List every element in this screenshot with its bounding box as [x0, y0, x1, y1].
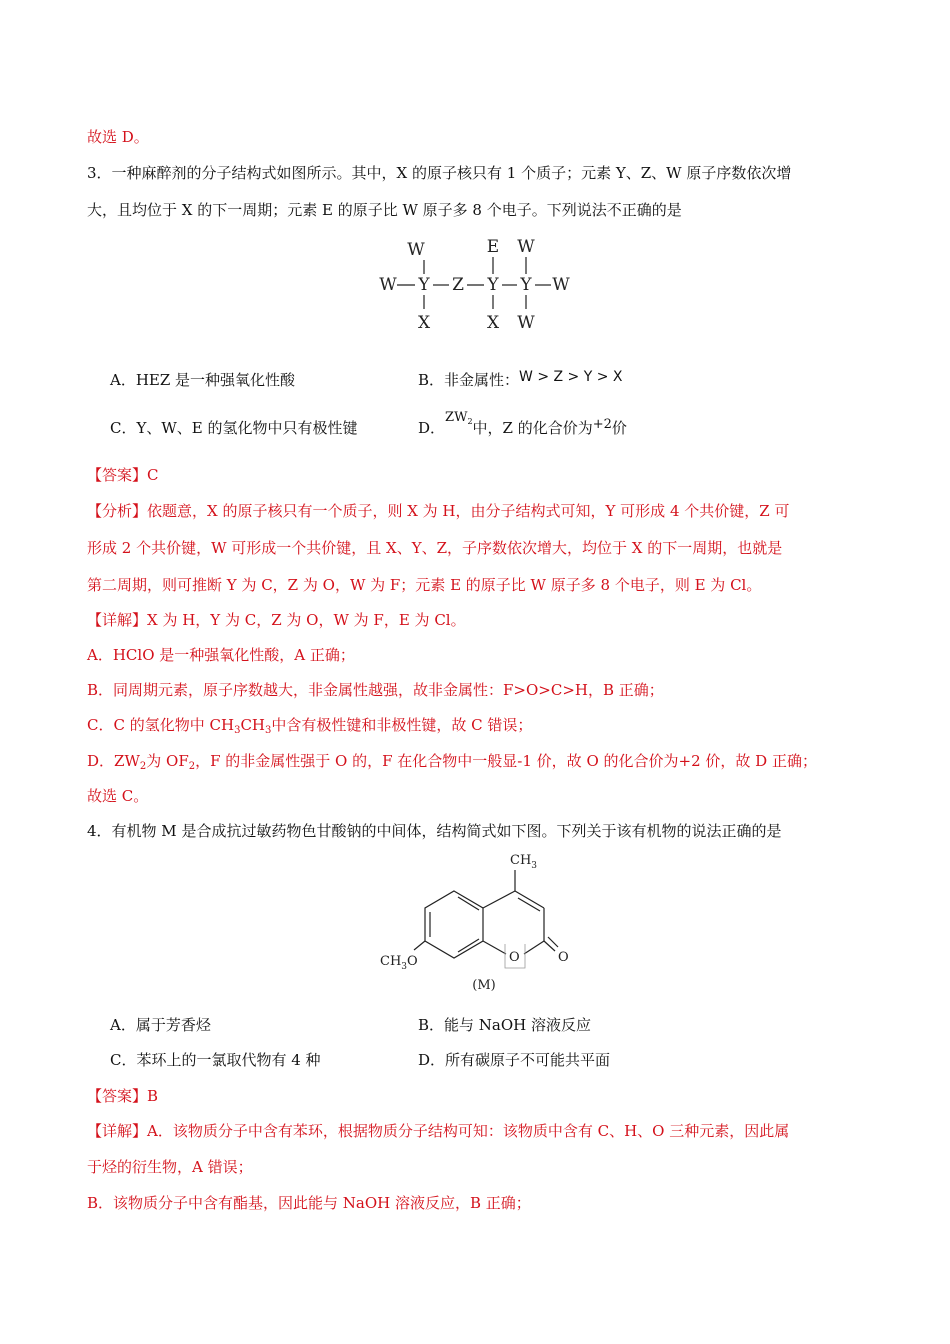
q3-option-d-text: 中，Z 的化合价为 — [472, 419, 593, 437]
q4-stem: 4．有机物 M 是合成抗过敏药物色甘酸钠的中间体，结构简式如下图。下列关于该有机物的说法正确的是 — [87, 822, 782, 840]
struct-main-w-left: W — [379, 275, 397, 295]
mol-ring-oxygen: O — [509, 950, 520, 965]
q4-detail-line-2: 于烃的衍生物，A 错误； — [87, 1158, 253, 1176]
q4-option-d: D．所有碳原子不可能共平面 — [418, 1051, 611, 1069]
struct-main-y3: Y — [520, 275, 532, 295]
q3-analysis-line-1: 【分析】依题意，X 的原子核只有一个质子，则 X 为 H，由分子结构式可知，Y 可形成 4 个共价键，Z 可 — [87, 502, 790, 520]
q3-option-d-valence: +2 — [592, 417, 612, 432]
q3-structure-diagram — [370, 232, 580, 336]
q3-analysis-line-2: 形成 2 个共价键，W 可形成一个共价键，且 X、Y、Z，子序数依次增大，均位于 X 的下一周期，也就是 — [87, 539, 783, 557]
q4-option-a: A．属于芳香烃 — [110, 1016, 211, 1034]
q4-detail-b: B．该物质分子中含有酯基，因此能与 NaOH 溶液反应，B 正确； — [87, 1194, 531, 1212]
q4-option-c: C．苯环上的一氯取代物有 4 种 — [110, 1051, 321, 1069]
q3-option-a: A．HEZ 是一种强氧化性酸 — [110, 371, 296, 389]
struct-top-w: W — [407, 240, 425, 260]
q4-molecule-diagram — [372, 848, 582, 996]
q3-stem-line-2: 大，且均位于 X 的下一周期；元素 E 的原子比 W 原子多 8 个电子。下列说法不正确的是 — [87, 201, 682, 219]
q3-analysis-line-3: 第二周期，则可推断 Y 为 C，Z 为 O，W 为 F；元素 E 的原子比 W 原子多 8 个电子，则 E 为 Cl。 — [87, 576, 762, 594]
mol-label: (M) — [472, 978, 496, 993]
q3-stem-line-1: 3．一种麻醉剂的分子结构式如图所示。其中，X 的原子核只有 1 个质子；元素 Y、Z、W 原子序数依次增 — [87, 164, 792, 182]
previous-answer-conclusion: 故选 D。 — [87, 128, 149, 146]
struct-top-e: E — [486, 237, 500, 257]
q3-detail-b: B．同周期元素，原子序数越大，非金属性越强，故非金属性：F>O>C>H，B 正确； — [87, 681, 664, 699]
mol-carbonyl-oxygen: O — [558, 950, 569, 965]
q3-option-d — [418, 410, 627, 440]
q3-detail-d: D．$ZW_2$为 $OF_2$，F 的非金属性强于 O 的，F 在化合物中一般显-1 价，故 O 的化合价为+2 价，故 D 正确； — [87, 752, 817, 772]
q3-detail-c: C．C 的氢化物中 $CH_3CH_3$中含有极性键和非极性键，故 C 错误； — [87, 716, 533, 736]
struct-bottom-w: W — [517, 313, 535, 333]
q4-answer: 【答案】B — [87, 1087, 159, 1105]
q3-option-d-end: 价 — [611, 419, 627, 437]
struct-bottom-x1: X — [417, 313, 431, 333]
q3-option-b-label: B．非金属性： — [418, 371, 520, 389]
struct-main-y1: Y — [418, 275, 430, 295]
struct-main-y2: Y — [487, 275, 499, 295]
struct-main-w-right: W — [552, 275, 570, 295]
q3-detail-line-1: 【详解】X 为 H，Y 为 C，Z 为 O，W 为 F，E 为 Cl。 — [87, 611, 466, 629]
mol-methoxy: $CH_3O$ — [380, 954, 418, 972]
q3-answer: 【答案】C — [87, 466, 159, 484]
q4-detail-line-1: 【详解】A．该物质分子中含有苯环，根据物质分子结构可知：该物质中含有 C、H、O 三种元素，因此属 — [87, 1122, 790, 1140]
q3-detail-a: A．HClO 是一种强氧化性酸，A 正确； — [87, 646, 355, 664]
q3-option-d-label: D． — [418, 419, 446, 437]
q3-option-b — [418, 370, 623, 391]
struct-top-w2: W — [517, 237, 535, 257]
q3-option-b-formula: W > Z > Y > X — [519, 369, 623, 385]
q4-option-b: B．能与 NaOH 溶液反应 — [418, 1016, 592, 1034]
mol-ch3-top: $CH_3$ — [510, 853, 538, 871]
struct-bottom-x2: X — [486, 313, 500, 333]
q3-final-answer: 故选 C。 — [87, 787, 149, 805]
q3-option-d-formula: $ZW_2$ — [445, 410, 473, 426]
struct-main-z: Z — [452, 275, 464, 295]
q3-option-c: C．Y、W、E 的氢化物中只有极性键 — [110, 419, 358, 437]
